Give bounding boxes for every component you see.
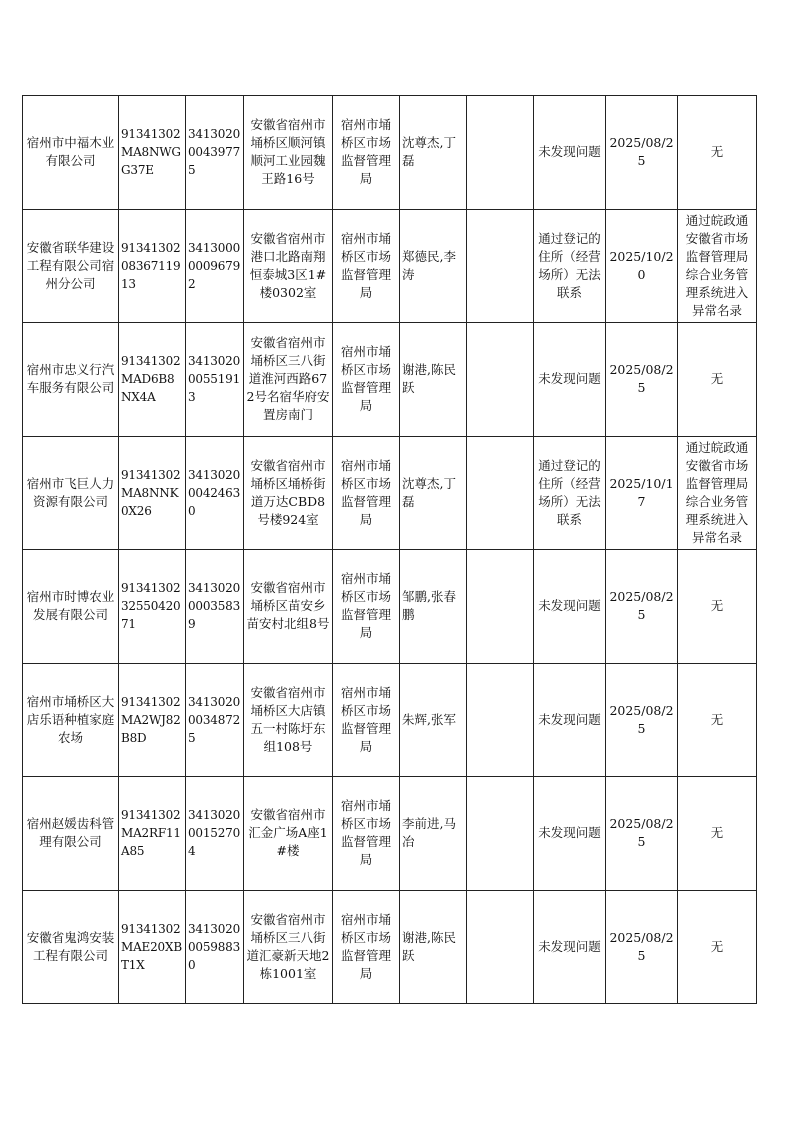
registration-number-cell: 341300000096792: [186, 209, 244, 323]
blank-cell: [467, 209, 534, 323]
address-cell: 安徽省宿州市埇桥区苗安乡苗安村北组8号: [244, 550, 333, 664]
authority-cell: 宿州市埇桥区市场监督管理局: [333, 323, 400, 437]
address-cell: 安徽省宿州市埇桥区三八街道汇豪新天地2栋1001室: [244, 890, 333, 1004]
registration-number-cell: 341302000439775: [186, 96, 244, 210]
date-cell: 2025/08/25: [606, 96, 678, 210]
company-name-cell: 安徽省鬼鸿安装工程有限公司: [23, 890, 119, 1004]
credit-code-cell: 91341302MA8NWGG37E: [119, 96, 186, 210]
authority-cell: 宿州市埇桥区市场监督管理局: [333, 209, 400, 323]
table-row: [23, 550, 757, 664]
blank-cell: [467, 436, 534, 550]
inspectors-cell: 李前进,马冶: [400, 777, 467, 891]
handling-cell: 无: [678, 550, 757, 664]
credit-code-cell: 913413020836711913: [119, 209, 186, 323]
registration-number-cell: 341302000152704: [186, 777, 244, 891]
date-cell: 2025/08/25: [606, 323, 678, 437]
address-cell: 安徽省宿州市埇桥区三八街道淮河西路672号名宿华府安置房南门: [244, 323, 333, 437]
company-name-cell: 宿州市中福木业有限公司: [23, 96, 119, 210]
credit-code-cell: 913413023255042071: [119, 550, 186, 664]
table-body: [23, 96, 757, 1004]
inspectors-cell: 邹鹏,张春鹏: [400, 550, 467, 664]
authority-cell: 宿州市埇桥区市场监督管理局: [333, 550, 400, 664]
blank-cell: [467, 323, 534, 437]
registration-number-cell: 341302000348725: [186, 663, 244, 777]
company-name-cell: 宿州市埇桥区大店乐语种植家庭农场: [23, 663, 119, 777]
handling-cell: 通过皖政通安徽省市场监督管理局综合业务管理系统进入异常名录: [678, 436, 757, 550]
inspectors-cell: 朱辉,张军: [400, 663, 467, 777]
credit-code-cell: 91341302MA2WJ82B8D: [119, 663, 186, 777]
authority-cell: 宿州市埇桥区市场监督管理局: [333, 436, 400, 550]
authority-cell: 宿州市埇桥区市场监督管理局: [333, 96, 400, 210]
company-name-cell: 安徽省联华建设工程有限公司宿州分公司: [23, 209, 119, 323]
blank-cell: [467, 663, 534, 777]
address-cell: 安徽省宿州市埇桥区顺河镇顺河工业园魏王路16号: [244, 96, 333, 210]
inspectors-cell: 沈尊杰,丁磊: [400, 96, 467, 210]
result-cell: 通过登记的住所（经营场所）无法联系: [534, 209, 606, 323]
handling-cell: 无: [678, 663, 757, 777]
result-cell: 未发现问题: [534, 323, 606, 437]
table-row: [23, 663, 757, 777]
company-name-cell: 宿州市飞巨人力资源有限公司: [23, 436, 119, 550]
registration-number-cell: 341302000035839: [186, 550, 244, 664]
inspectors-cell: 谢港,陈民跃: [400, 323, 467, 437]
date-cell: 2025/08/25: [606, 777, 678, 891]
date-cell: 2025/08/25: [606, 890, 678, 1004]
registration-number-cell: 341302000551913: [186, 323, 244, 437]
authority-cell: 宿州市埇桥区市场监督管理局: [333, 890, 400, 1004]
result-cell: 未发现问题: [534, 663, 606, 777]
table-row: [23, 323, 757, 437]
table-row: [23, 890, 757, 1004]
date-cell: 2025/10/17: [606, 436, 678, 550]
address-cell: 安徽省宿州市汇金广场A座1#楼: [244, 777, 333, 891]
handling-cell: 无: [678, 890, 757, 1004]
credit-code-cell: 91341302MA2RF11A85: [119, 777, 186, 891]
handling-cell: 无: [678, 323, 757, 437]
company-name-cell: 宿州市忠义行汽车服务有限公司: [23, 323, 119, 437]
address-cell: 安徽省宿州市埇桥区大店镇五一村陈圩东组108号: [244, 663, 333, 777]
authority-cell: 宿州市埇桥区市场监督管理局: [333, 777, 400, 891]
table-row: [23, 209, 757, 323]
date-cell: 2025/10/20: [606, 209, 678, 323]
result-cell: 未发现问题: [534, 890, 606, 1004]
authority-cell: 宿州市埇桥区市场监督管理局: [333, 663, 400, 777]
blank-cell: [467, 550, 534, 664]
company-name-cell: 宿州市时博农业发展有限公司: [23, 550, 119, 664]
blank-cell: [467, 96, 534, 210]
credit-code-cell: 91341302MAD6B8NX4A: [119, 323, 186, 437]
handling-cell: 无: [678, 777, 757, 891]
date-cell: 2025/08/25: [606, 663, 678, 777]
table-row: [23, 96, 757, 210]
credit-code-cell: 91341302MA8NNK0X26: [119, 436, 186, 550]
date-cell: 2025/08/25: [606, 550, 678, 664]
address-cell: 安徽省宿州市港口北路南翔恒泰城3区1#楼0302室: [244, 209, 333, 323]
handling-cell: 无: [678, 96, 757, 210]
inspection-table: [22, 95, 757, 1004]
result-cell: 未发现问题: [534, 96, 606, 210]
inspectors-cell: 沈尊杰,丁磊: [400, 436, 467, 550]
inspectors-cell: 谢港,陈民跃: [400, 890, 467, 1004]
handling-cell: 通过皖政通安徽省市场监督管理局综合业务管理系统进入异常名录: [678, 209, 757, 323]
table-row: [23, 777, 757, 891]
result-cell: 未发现问题: [534, 777, 606, 891]
result-cell: 未发现问题: [534, 550, 606, 664]
address-cell: 安徽省宿州市埇桥区埇桥街道万达CBD8号楼924室: [244, 436, 333, 550]
registration-number-cell: 341302000598830: [186, 890, 244, 1004]
inspectors-cell: 郑德民,李涛: [400, 209, 467, 323]
credit-code-cell: 91341302MAE20XBT1X: [119, 890, 186, 1004]
registration-number-cell: 341302000424630: [186, 436, 244, 550]
blank-cell: [467, 777, 534, 891]
table-row: [23, 436, 757, 550]
blank-cell: [467, 890, 534, 1004]
company-name-cell: 宿州赵媛齿科管理有限公司: [23, 777, 119, 891]
result-cell: 通过登记的住所（经营场所）无法联系: [534, 436, 606, 550]
